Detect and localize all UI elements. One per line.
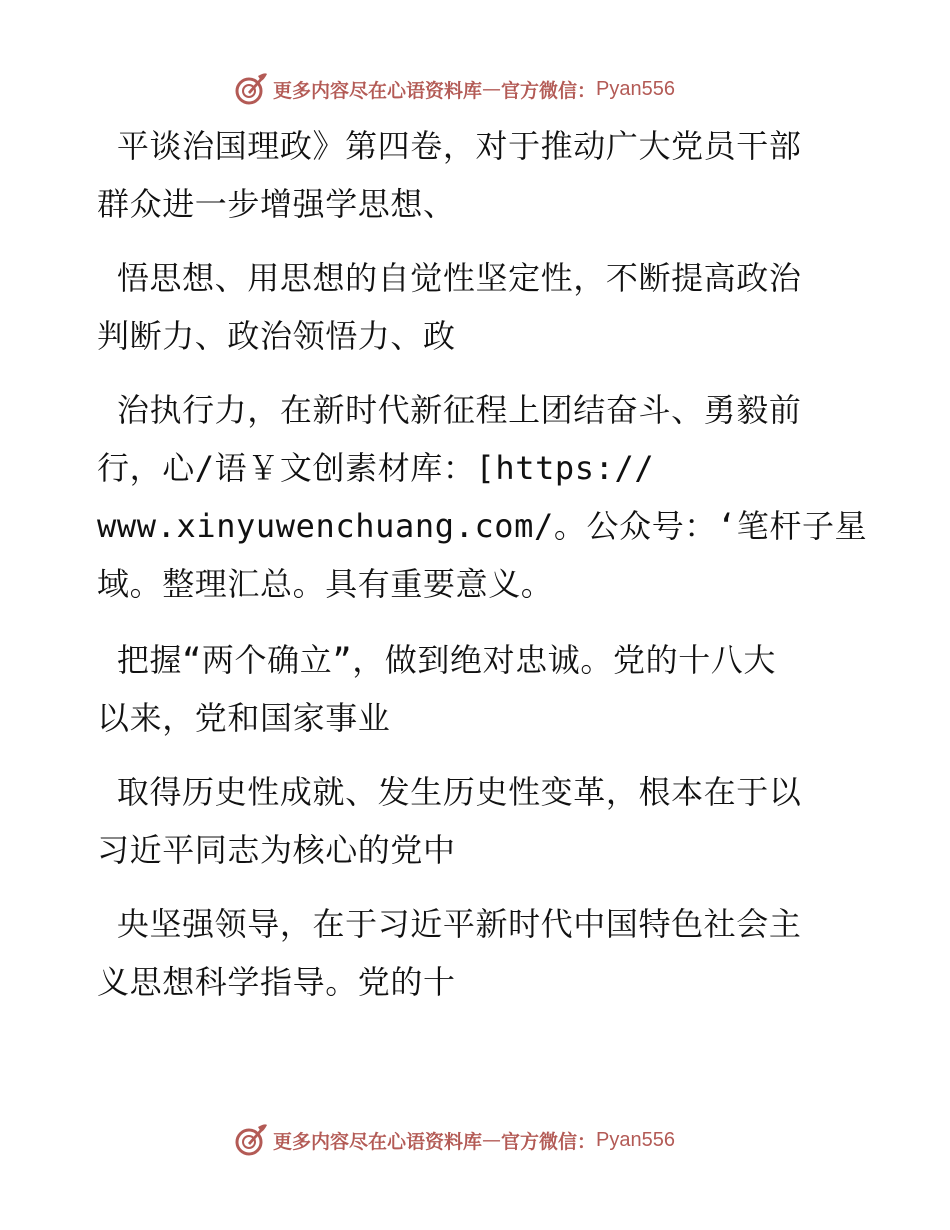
quill-logo-icon — [234, 1123, 268, 1157]
body-line-10: 以来，党和国家事业 — [97, 699, 391, 737]
header-banner-dash: — — [482, 78, 502, 100]
body-line-11: 取得历史性成就、发生历史性变革，根本在于以 — [97, 773, 802, 811]
body-line-14: 义思想科学指导。党的十 — [97, 963, 456, 1001]
header-wechat-id: Pyan556 — [596, 77, 675, 100]
body-line-8: 域。整理汇总。具有重要意义。 — [97, 565, 554, 603]
header-banner-text: 更多内容尽在心语资料库 — [273, 79, 483, 102]
body-line-6: 行，心/语￥文创素材库：[https:// — [97, 449, 655, 487]
body-line-4: 判断力、政治领悟力、政 — [97, 317, 456, 355]
header-banner — [234, 71, 714, 107]
footer-wechat-id: Pyan556 — [596, 1128, 675, 1151]
header-banner-label: 官方微信： — [501, 79, 597, 102]
footer-banner-label: 官方微信： — [501, 1130, 597, 1153]
footer-banner-text: 更多内容尽在心语资料库 — [273, 1130, 483, 1153]
body-line-9: 把握“两个确立”，做到绝对忠诚。党的十八大 — [97, 641, 776, 679]
body-line-5: 治执行力，在新时代新征程上团结奋斗、勇毅前 — [97, 391, 802, 429]
body-line-3: 悟思想、用思想的自觉性坚定性，不断提高政治 — [97, 259, 802, 297]
body-line-2: 群众进一步增强学思想、 — [97, 185, 456, 223]
body-line-7: www.xinyuwenchuang.com/。公众号：‘笔杆子星 — [97, 507, 868, 545]
body-line-13: 央坚强领导，在于习近平新时代中国特色社会主 — [97, 905, 802, 943]
footer-banner — [234, 1122, 714, 1158]
quill-logo-icon — [234, 72, 268, 106]
body-line-12: 习近平同志为核心的党中 — [97, 831, 456, 869]
body-line-1: 平谈治国理政》第四卷，对于推动广大党员干部 — [97, 127, 802, 165]
footer-banner-dash: — — [482, 1129, 502, 1151]
